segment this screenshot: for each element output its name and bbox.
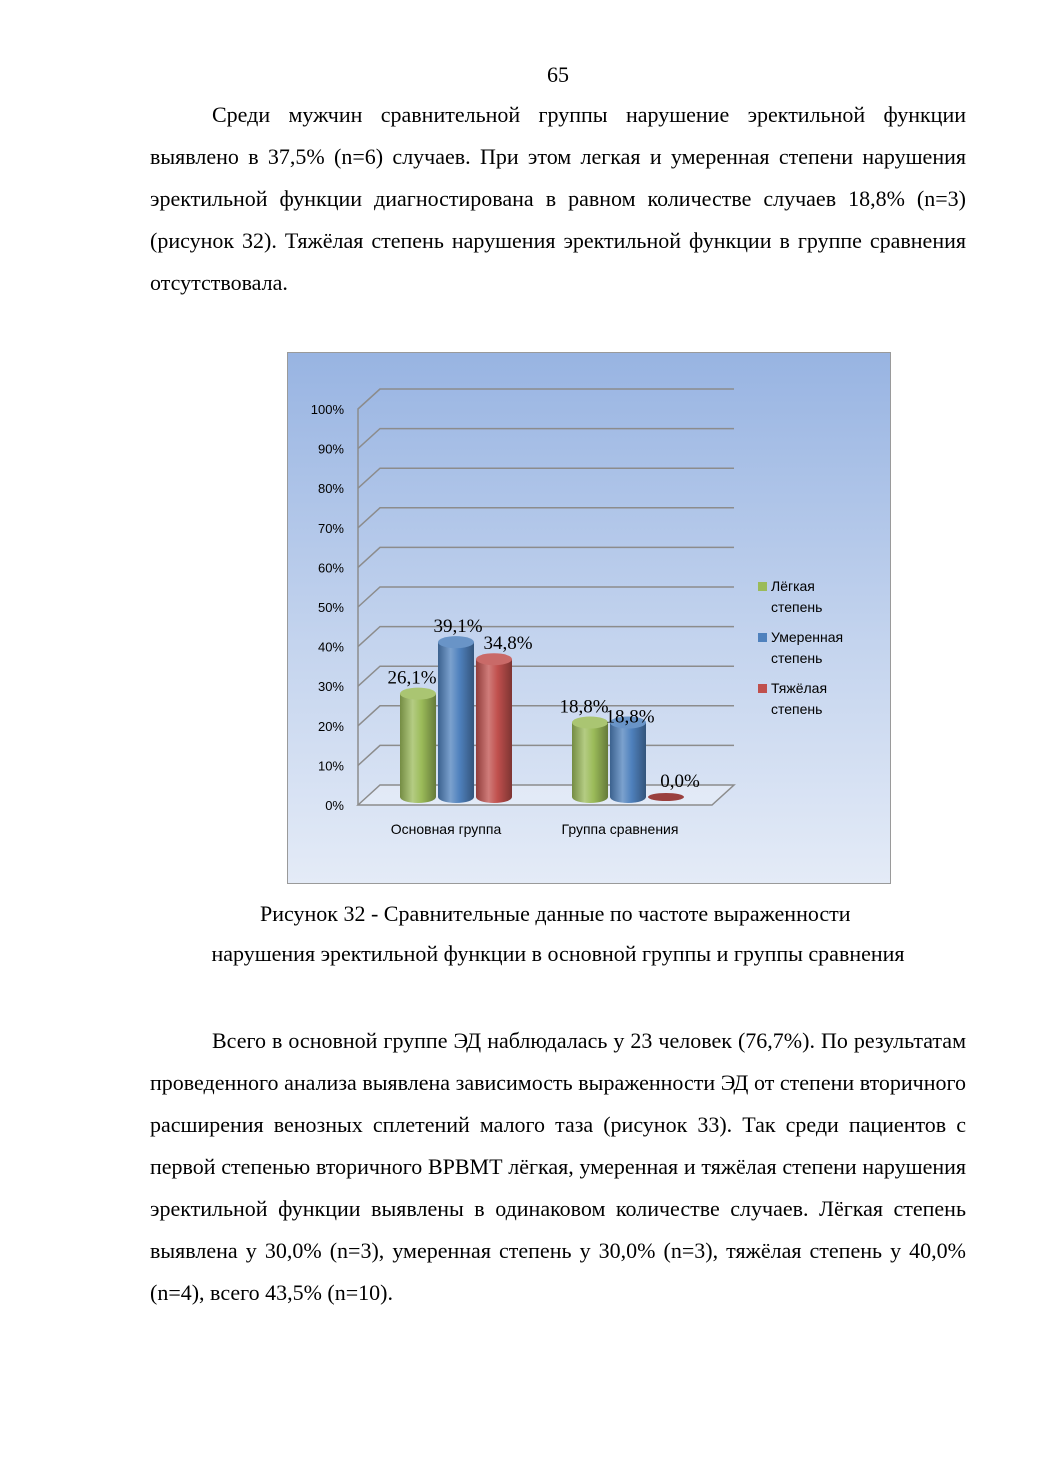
gridline xyxy=(358,587,734,607)
bar xyxy=(400,694,436,803)
legend-label: степень xyxy=(771,599,823,615)
y-tick-label: 30% xyxy=(317,679,344,695)
y-tick-label: 10% xyxy=(317,758,344,774)
legend-label: Тяжёлая xyxy=(771,680,828,696)
data-label: 18,8% xyxy=(605,706,655,728)
legend-swatch xyxy=(758,684,767,693)
y-tick-label: 90% xyxy=(317,441,344,457)
y-tick-label: 100% xyxy=(310,402,344,417)
paragraph-2 xyxy=(150,1020,966,1314)
gridline xyxy=(358,627,734,647)
gridline xyxy=(358,468,734,488)
y-tick-label: 60% xyxy=(317,560,344,576)
paragraph-1 xyxy=(150,94,966,304)
figure-caption-line-1: Рисунок 32 - Сравнительные данные по частоте выраженности xyxy=(260,901,851,926)
data-label: 0,0% xyxy=(660,771,700,792)
figure-32-chart xyxy=(287,352,891,884)
y-tick-label: 70% xyxy=(317,520,344,536)
gridline xyxy=(358,389,734,409)
gridline xyxy=(358,429,734,449)
data-label: 34,8% xyxy=(483,633,533,655)
y-tick-label: 0% xyxy=(325,798,344,813)
legend-label: Лёгкая xyxy=(771,578,815,594)
legend-swatch xyxy=(758,633,767,642)
page-number: 65 xyxy=(547,62,569,87)
bar-top xyxy=(476,653,512,665)
data-label: 26,1% xyxy=(387,667,437,689)
bar-top xyxy=(438,636,474,648)
bar-chart-svg xyxy=(288,353,892,885)
paragraph-2-text: Всего в основной группе ЭД наблюдалась у 23 человек (76,7%). По результатам проведенного анализа выявлена зависимость выраженности ЭД от степени вторичного расширения венозных сплетений малого таза (рисунок 33). Так среди пациентов с первой степенью вторичного ВРВМТ лёгкая, умеренная и тяжёлая степени нарушения эректильной функции выявлены в одинаковом количестве случаев. Лёгкая степень выявлена у 30,0% (n=3), умеренная степень у 30,0% (n=3), тяжёлая степень у 40,0% (n=4), всего 43,5% (n=10). xyxy=(150,1028,966,1305)
legend-label: Умеренная xyxy=(771,629,844,645)
data-label: 39,1% xyxy=(433,616,483,638)
legend-label: степень xyxy=(771,650,823,666)
y-tick-label: 20% xyxy=(317,718,344,734)
gridline xyxy=(358,547,734,567)
bar-top xyxy=(400,688,436,700)
bar xyxy=(572,723,608,803)
y-tick-label: 80% xyxy=(317,481,344,497)
data-label: 18,8% xyxy=(559,696,609,718)
bar xyxy=(476,659,512,803)
y-tick-label: 50% xyxy=(317,600,344,615)
bar-top xyxy=(572,717,608,729)
figure-caption-line-2: нарушения эректильной функции в основной группы и группы сравнения xyxy=(211,941,905,966)
x-category-label: Основная группа xyxy=(390,821,502,837)
bar xyxy=(648,793,684,801)
legend-swatch xyxy=(758,582,767,591)
bar xyxy=(610,723,646,803)
gridline xyxy=(358,508,734,528)
legend-label: степень xyxy=(771,701,823,717)
y-tick-label: 40% xyxy=(317,639,344,655)
paragraph-1-text: Среди мужчин сравнительной группы нарушение эректильной функции выявлено в 37,5% (n=6) случаев. При этом легкая и умеренная степени нарушения эректильной функции диагностирована в равном количестве случаев 18,8% (n=3) (рисунок 32). Тяжёлая степень нарушения эректильной функции в группе сравнения отсутствовала. xyxy=(150,102,966,295)
x-category-label: Группа сравнения xyxy=(561,821,679,837)
bar xyxy=(438,642,474,803)
